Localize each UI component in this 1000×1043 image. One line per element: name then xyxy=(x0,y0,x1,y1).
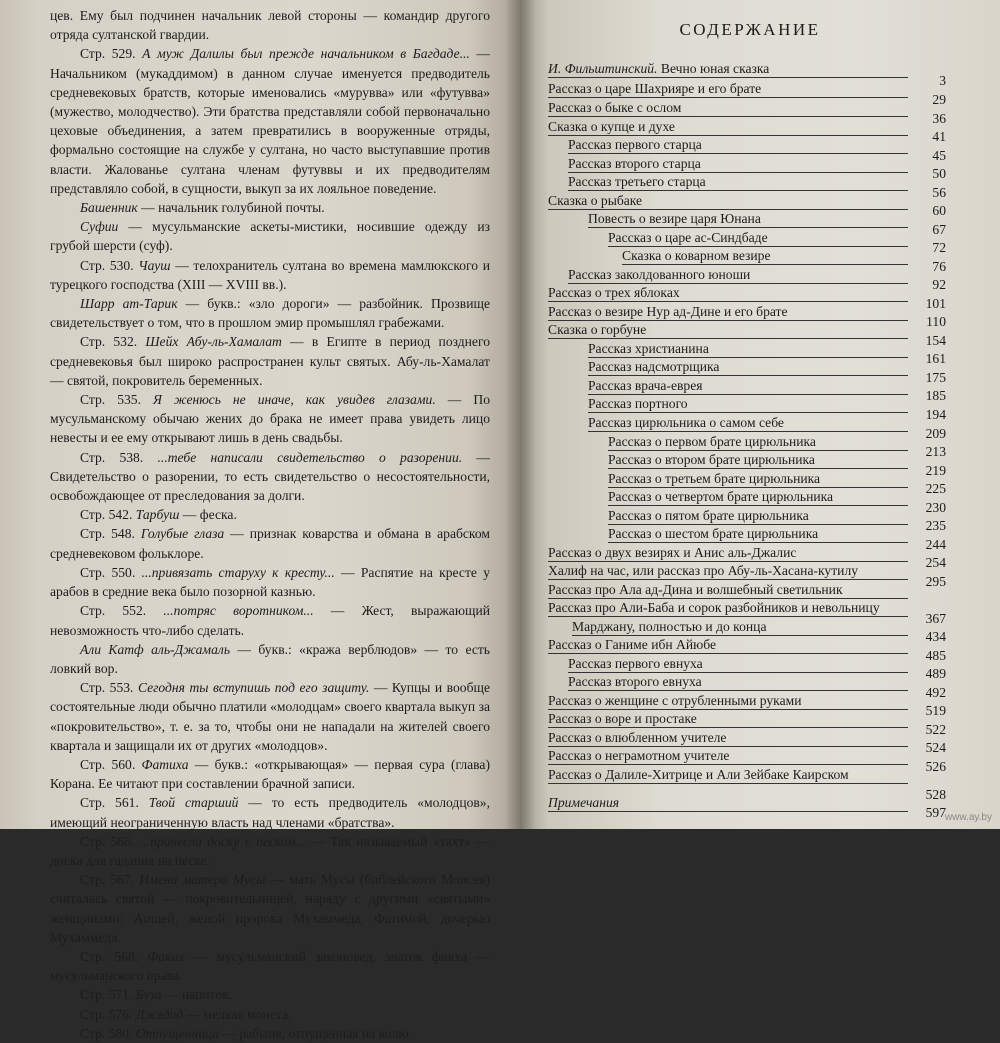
toc-leader-line xyxy=(548,579,908,580)
note-term: Тарбуш xyxy=(135,507,180,523)
toc-entry-title: Рассказ портного xyxy=(588,396,688,411)
note-text: — мелкая монета. xyxy=(183,1006,292,1022)
toc-entry-title: Сказка о коварном везире xyxy=(622,248,771,263)
toc-page-number: 194 xyxy=(925,407,946,422)
toc-page-number: 92 xyxy=(932,277,946,292)
toc-entry-title: Рассказ врача-еврея xyxy=(588,378,703,393)
toc-leader-line xyxy=(608,542,908,543)
toc-entry xyxy=(548,314,948,341)
toc-entry xyxy=(588,203,948,230)
toc-title: СОДЕРЖАНИЕ xyxy=(679,20,821,39)
toc-entry xyxy=(548,185,948,212)
toc-entry-title: Рассказ о Ганиме ибн Айюбе xyxy=(548,637,717,652)
toc-leader-line xyxy=(548,727,908,728)
toc-page-number: 110 xyxy=(926,314,946,329)
toc-entry-title: Рассказ третьего старца xyxy=(568,174,706,189)
note-text: — букв.: «кража верблюдов» — то есть ловкий вор. xyxy=(50,641,490,676)
note-paragraph xyxy=(50,294,490,332)
toc-page-number: 434 xyxy=(925,629,946,644)
toc-leader-line xyxy=(548,338,908,339)
note-term: А муж Далилы был прежде начальником в Багдаде... xyxy=(142,46,470,62)
toc-entry-title: Рассказ о Далиле-Хитрице и Али Зейбаке Каирском xyxy=(548,767,849,782)
note-term: Шарр ат-Тарик xyxy=(80,296,178,312)
note-text: — мать Мусы (библейского Моисея) считалась святой — покровительницей, наряду с другими «святыми» женщинами: Аишей, женой пророка Мухаммеда, Фатимой, дочерью Мухаммеда. xyxy=(50,872,490,945)
note-text: — начальник голубиной почты. xyxy=(137,200,325,216)
toc-page-number: 230 xyxy=(925,500,946,515)
toc-entry xyxy=(608,500,948,527)
note-text: Стр. 560. xyxy=(80,756,142,772)
note-paragraph xyxy=(50,217,490,255)
note-paragraph xyxy=(50,6,490,44)
note-term: Буза xyxy=(135,987,162,1003)
book-gutter xyxy=(505,0,535,829)
toc-page-number: 254 xyxy=(925,555,946,570)
toc-entry xyxy=(548,92,948,119)
toc-page-number: 526 xyxy=(925,759,946,774)
note-term: Шейх Абу-ль-Хамалат xyxy=(145,334,282,350)
note-text: — букв.: «открывающая» — первая сура (глава) Корана. Ее читают при составлении брачной записи. xyxy=(50,756,490,792)
note-text: цев. Ему был подчинен начальник левой стороны — командир другого отряда султанской гвардии. xyxy=(50,8,490,43)
note-text: — напиток. xyxy=(161,987,233,1003)
toc-page-number: 225 xyxy=(925,481,946,496)
note-text: Стр. 529. xyxy=(80,46,143,62)
toc-entry xyxy=(608,481,948,508)
toc-leader-line xyxy=(548,653,908,654)
note-paragraph xyxy=(50,985,490,1004)
toc-entry xyxy=(568,666,948,693)
toc-entry xyxy=(548,296,948,323)
toc-page-number: 489 xyxy=(925,666,946,681)
toc-entry-title: Рассказ христианина xyxy=(588,341,709,356)
toc-entry xyxy=(608,222,948,249)
toc-entry xyxy=(622,240,948,267)
toc-entry-title: Рассказ о трех яблоках xyxy=(548,285,680,300)
note-term: Чауш xyxy=(138,257,171,273)
toc-entry xyxy=(608,518,948,545)
toc-entry-title: Рассказ цирюльника о самом себе xyxy=(588,415,784,430)
note-term: Факих xyxy=(147,948,185,964)
toc-page-number: 56 xyxy=(932,185,946,200)
toc-entry xyxy=(588,388,948,415)
note-text: Стр. 568. xyxy=(80,948,148,964)
toc-page-number: 36 xyxy=(932,111,946,126)
note-text: Стр. 538. xyxy=(80,449,158,465)
note-text: Стр. 542. xyxy=(80,507,136,523)
toc-entry-title: Рассказ о царе Шахрияре и его брате xyxy=(548,81,762,96)
note-text: — Свидетельство о разорении, то есть свидетельство о несостоятельности, освобождающее от преследования за долги. xyxy=(50,449,490,504)
toc-entry xyxy=(548,537,948,564)
toc-leader-line xyxy=(622,264,908,265)
toc-entry-title: Рассказ о быке с ослом xyxy=(548,100,682,115)
toc-entry-title: Сказка о рыбаке xyxy=(548,193,643,208)
toc-entry xyxy=(568,648,948,675)
toc-page-number: 235 xyxy=(925,518,946,533)
toc-page-number: 60 xyxy=(932,203,946,218)
toc-entry xyxy=(548,787,948,814)
toc-page-number: 295 xyxy=(925,574,946,589)
note-text: Стр. 580. xyxy=(80,1025,136,1041)
toc-leader-line xyxy=(608,505,908,506)
note-term: Твой старший xyxy=(148,795,239,811)
toc-leader-line xyxy=(568,690,908,691)
toc-entry-title: Примечания xyxy=(548,795,620,810)
toc-page-number: 29 xyxy=(932,92,946,107)
toc-entry-title: Рассказ о четвертом брате цирюльника xyxy=(608,489,834,504)
toc-entry xyxy=(568,148,948,175)
note-paragraph xyxy=(50,793,490,831)
note-text: — Так называемый «тахт» — доска для гадания на песке. xyxy=(50,833,490,868)
toc-entry xyxy=(572,611,948,638)
note-paragraph xyxy=(50,563,490,601)
note-text: — признак коварства и обмана в арабском средневековом фольклоре. xyxy=(50,526,490,561)
toc-entry xyxy=(548,759,948,786)
note-text: — Начальником (мукаддимом) в данном случае именуется предводитель средневековых братств, которые именовались «мурувва» или «футувва» (мужество, молодчество). Эти братства представляли собой первоначально цеховые объединения, а затем превратились в вооруженные отряды, формально состоящие на службе у султана, но часто выступавшие против власти. Жалованье султана членам футуввы и их предводителям представляло собой, в сущности, выкуп за их лояльное поведение. xyxy=(50,46,490,196)
note-text: Стр. 552. xyxy=(80,603,164,619)
toc-page-number: 367 xyxy=(925,611,946,626)
toc-page-number: 519 xyxy=(925,703,946,718)
note-paragraph xyxy=(50,601,490,639)
toc-entry-title: Повесть о везире царя Юнана xyxy=(588,211,761,226)
toc-page-number: 161 xyxy=(925,351,946,366)
toc-leader-line xyxy=(568,190,908,191)
toc-entry-title: Рассказ о царе ас-Синдбаде xyxy=(608,230,768,245)
note-text: — мусульманский законовед, знаток фикха — мусульманского права. xyxy=(50,948,490,984)
note-paragraph xyxy=(50,640,490,678)
toc-leader-line xyxy=(548,783,908,784)
toc-leader-line xyxy=(548,77,908,78)
note-text: Стр. 571. xyxy=(80,987,136,1003)
toc-entry xyxy=(548,805,948,832)
toc-entry xyxy=(548,111,948,138)
note-text: Стр. 553. xyxy=(80,680,138,696)
note-paragraph xyxy=(50,1024,490,1043)
toc-entry xyxy=(608,444,948,471)
note-term: Джедид xyxy=(135,1006,184,1022)
toc-entry xyxy=(548,629,948,656)
toc-page-number: 76 xyxy=(932,259,946,274)
note-paragraph xyxy=(50,332,490,390)
toc-page-number: 67 xyxy=(932,222,946,237)
toc-entry-title: Рассказ о женщине с отрубленными руками xyxy=(548,693,802,708)
note-term: Имена матери Мусы xyxy=(139,872,266,888)
toc-entry-title: Рассказ про Ала ад-Дина и волшебный светильник xyxy=(548,582,843,597)
toc-page-number: 154 xyxy=(925,333,946,348)
toc-entry-title: Рассказ надсмотрщика xyxy=(588,359,720,374)
note-term: Фатиха xyxy=(141,756,189,772)
note-text: — Распятие на кресте у арабов в средние века было позорной казнью. xyxy=(50,564,490,600)
toc-leader-line xyxy=(608,468,908,469)
note-text: Стр. 535. xyxy=(80,392,154,408)
toc-entry xyxy=(548,722,948,749)
toc-page-number: 522 xyxy=(925,722,946,737)
notes-column xyxy=(50,6,490,1043)
toc-leader-line xyxy=(548,301,908,302)
note-paragraph xyxy=(50,678,490,755)
note-paragraph xyxy=(50,870,490,947)
toc-entry xyxy=(548,574,948,601)
note-term: Отпущенница xyxy=(135,1025,219,1041)
toc-entry xyxy=(548,703,948,730)
note-term: ...принесли доску с песком... xyxy=(139,833,306,849)
note-text: — По мусульманскому обычаю жених до брака не имеет права увидеть лицо невесты и ее ему открывают лишь в день свадьбы. xyxy=(50,392,490,446)
toc-entry xyxy=(548,73,948,100)
toc-leader-line xyxy=(568,153,908,154)
note-text: Стр. 576. xyxy=(80,1006,136,1022)
toc-leader-line xyxy=(588,375,908,376)
note-term: ...привязать старуху к кресту... xyxy=(141,564,335,580)
toc-entry-title: Рассказ о двух везирях и Анис аль-Джалис xyxy=(548,545,797,560)
toc-entry-title: Рассказ про Али-Баба и сорок разбойников и невольницу xyxy=(548,600,880,615)
toc-entry-title: Рассказ о шестом брате цирюльника xyxy=(608,526,819,541)
note-text: — мусульманские аскеты-мистики, носившие одежду из грубой шерсти (суф). xyxy=(50,219,490,254)
note-term: Башенник xyxy=(80,200,138,216)
toc-leader-line xyxy=(548,616,908,617)
toc-entry xyxy=(548,60,948,80)
toc-page-number: 72 xyxy=(932,240,946,255)
note-term: Суфии xyxy=(80,219,119,235)
toc-entry-title: Рассказ о втором брате цирюльника xyxy=(608,452,815,467)
toc-entry xyxy=(588,407,948,434)
note-text: — феска. xyxy=(179,507,237,523)
toc-entry xyxy=(548,740,948,767)
toc-entry-title: Рассказ второго старца xyxy=(568,156,701,171)
toc-author: И. Фильштинский. xyxy=(548,61,658,76)
toc-entry xyxy=(548,685,948,712)
toc-leader-line xyxy=(588,227,908,228)
note-paragraph xyxy=(50,256,490,294)
toc-page-number: 244 xyxy=(925,537,946,552)
note-text: — букв.: «зло дороги» — разбойник. Прозвище свидетельствует о том, что в прошлом эмир промышлял грабежами. xyxy=(50,296,490,331)
toc-page-number: 3 xyxy=(939,73,946,88)
toc-entry xyxy=(548,277,948,304)
note-text: — телохранитель султана во времена мамлюкского и турецкого господства (XIII — XVIII вв.). xyxy=(50,257,490,292)
toc-leader-line xyxy=(588,412,908,413)
toc-entry-title: Сказка о горбуне xyxy=(548,322,647,337)
toc-entry xyxy=(548,599,948,619)
toc-entry-title: Рассказ заколдованного юноши xyxy=(568,267,751,282)
toc-leader-line xyxy=(588,431,908,432)
toc-entry-title: Халиф на час, или рассказ про Абу-ль-Хасана-кутилу xyxy=(548,563,859,578)
toc-page-number: 45 xyxy=(932,148,946,163)
note-paragraph xyxy=(50,1005,490,1024)
toc-leader-line xyxy=(548,764,908,765)
toc-entry xyxy=(568,166,948,193)
note-term: Голубые глаза xyxy=(140,526,225,542)
note-term: Али Катф аль-Джамаль xyxy=(80,641,231,657)
toc-page-number: 41 xyxy=(932,129,946,144)
toc-entry-title: Рассказ о воре и простаке xyxy=(548,711,697,726)
toc-entry xyxy=(548,555,948,582)
toc-page-number: 185 xyxy=(925,388,946,403)
toc-entry-title: Рассказ первого старца xyxy=(568,137,702,152)
toc-entry-title: Рассказ о третьем брате цирюльника xyxy=(608,471,821,486)
note-paragraph xyxy=(50,832,490,870)
toc-entry xyxy=(608,463,948,490)
toc-page-number: 597 xyxy=(925,805,946,820)
toc-page-number: 175 xyxy=(925,370,946,385)
note-paragraph xyxy=(50,505,490,524)
note-paragraph xyxy=(50,947,490,985)
toc-page-number: 524 xyxy=(925,740,946,755)
toc-page-number: 485 xyxy=(925,648,946,663)
note-paragraph xyxy=(50,448,490,506)
toc-page-number: 209 xyxy=(925,426,946,441)
toc-page-number: 528 xyxy=(925,787,946,802)
toc-entry xyxy=(608,426,948,453)
note-term: Сегодня ты вступишь под его защиту. xyxy=(137,680,370,696)
note-text: — то есть предводитель «молодцов», имеющий неограниченную власть над членами «братства». xyxy=(50,795,490,830)
note-text: Стр. 561. xyxy=(80,795,149,811)
toc-entry-title: Сказка о купце и духе xyxy=(548,119,675,134)
note-text: — Жест, выражающий невозможность что-либо сделать. xyxy=(50,603,490,638)
note-term: ...потряс воротником... xyxy=(163,603,314,619)
note-text: Стр. 548. xyxy=(80,526,141,542)
toc-page-number: 101 xyxy=(925,296,946,311)
toc-entry xyxy=(568,129,948,156)
note-term: ...тебе написали свидетельство о разорении. xyxy=(157,449,463,465)
toc-entry xyxy=(588,351,948,378)
toc-page-number: 492 xyxy=(925,685,946,700)
note-paragraph xyxy=(50,524,490,562)
toc-entry-title: Рассказ первого евнуха xyxy=(568,656,703,671)
note-text: Стр. 550. xyxy=(80,564,142,580)
note-paragraph xyxy=(50,755,490,793)
note-term: Я женюсь не иначе, как увидев глазами. xyxy=(153,392,436,408)
toc-entry-title: Рассказ о влюбленном учителе xyxy=(548,730,727,745)
toc-page-number: 50 xyxy=(932,166,946,181)
note-paragraph xyxy=(50,198,490,217)
toc-entry xyxy=(588,333,948,360)
toc-leader-line xyxy=(548,116,908,117)
toc-entry-title: Рассказ о первом брате цирюльника xyxy=(608,434,816,449)
toc-entry xyxy=(588,370,948,397)
note-text: — рабыня, отпущенная на волю. xyxy=(218,1025,412,1041)
toc-entry-title: Марджану, полностью и до конца xyxy=(572,619,767,634)
toc-entry-title: Рассказ второго евнуха xyxy=(568,674,702,689)
note-text: Стр. 567. xyxy=(80,872,140,888)
note-text: Стр. 566. xyxy=(80,833,140,849)
toc-page-number: 219 xyxy=(925,463,946,478)
toc-leader-line xyxy=(548,97,908,98)
note-text: — Купцы и вообще состоятельные люди обычно платили «молодцам» своего квартала выкуп за «покровительство», т. е. за то, чтобы они не нападали на жителей своего квартала и защищали их от других «молодцов». xyxy=(50,680,491,753)
note-paragraph xyxy=(50,390,490,448)
toc-entry-title: Вечно юная сказка xyxy=(660,61,770,76)
toc-entry xyxy=(568,259,948,286)
note-text: — в Египте в период позднего средневековья был широко распространен культ святых. Абу-ль-Хамалат — святой, покровитель беременных. xyxy=(50,334,490,388)
note-text: Стр. 530. xyxy=(80,257,139,273)
toc-entry-title: Рассказ о неграмотном учителе xyxy=(548,748,730,763)
note-text: Стр. 532. xyxy=(80,334,146,350)
watermark: www.ay.by xyxy=(944,812,992,823)
toc-entry-title: Рассказ о пятом брате цирюльника xyxy=(608,508,809,523)
toc-entry-title: Рассказ о везире Нур ад-Дине и его брате xyxy=(548,304,788,319)
toc-page-number: 213 xyxy=(925,444,946,459)
note-paragraph xyxy=(50,44,490,198)
